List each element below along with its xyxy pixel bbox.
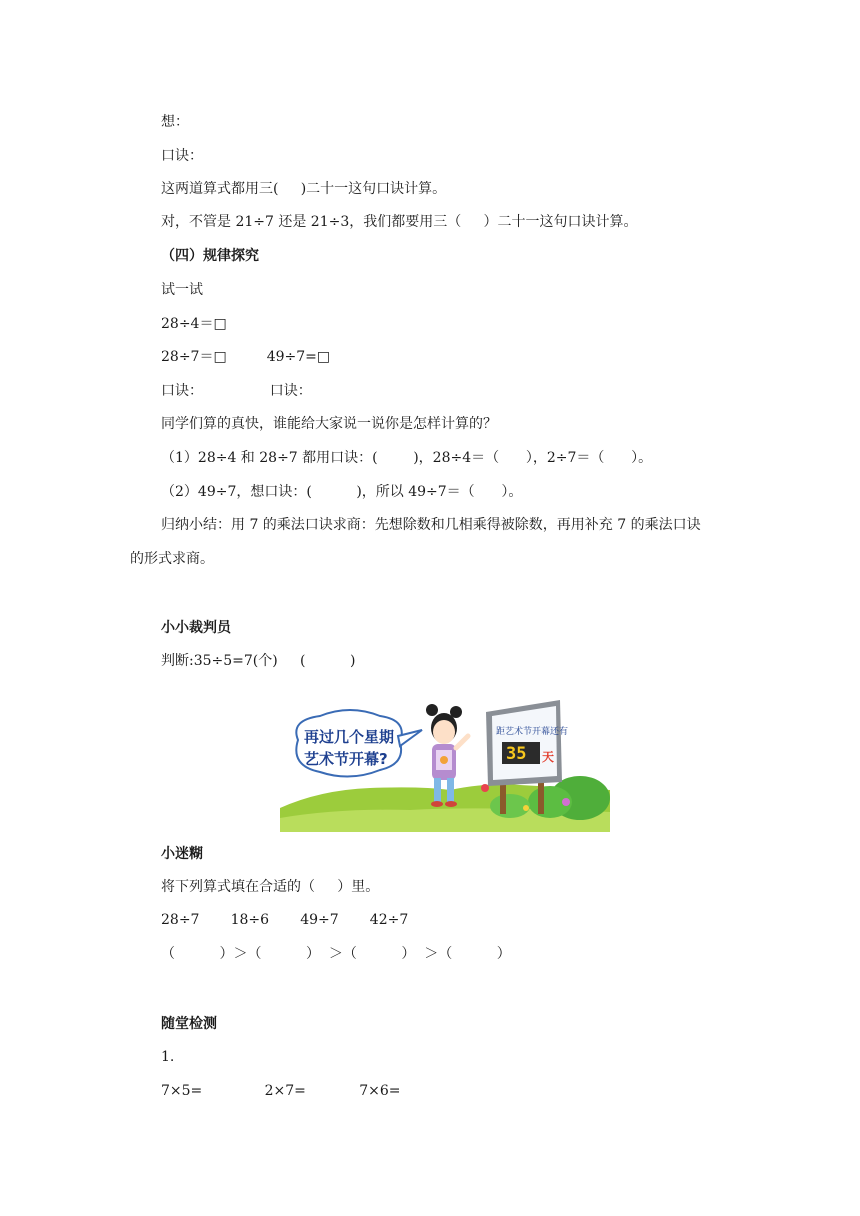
text-xiang: 想： [161, 114, 189, 130]
bubble-line-1: 再过几个星期 [304, 728, 395, 746]
sign-title: 距艺术节开幕还有 [496, 727, 569, 737]
text-san-ershiyi: 这两道算式都用三( )二十一这句口诀计算。 [161, 181, 447, 197]
text-q2: （2）49÷7，想口诀：( )，所以 49÷7＝（ ）。 [161, 484, 523, 500]
test-number: 1. [161, 1049, 175, 1065]
summary-line-2: 的形式求商。 [130, 551, 214, 567]
text-koujue-pair: 口诀： 口诀： [161, 383, 312, 399]
festival-illustration [280, 690, 610, 832]
judge-title: 小小裁判员 [161, 620, 231, 636]
text-koujue: 口诀： [161, 148, 203, 164]
mimi-title: 小迷糊 [161, 846, 203, 862]
equation-1: 28÷4＝□ [161, 316, 227, 332]
test-title: 随堂检测 [161, 1016, 217, 1032]
text-dui: 对，不管是 21÷7 还是 21÷3，我们都要用三（ ）二十一这句口诀计算。 [161, 214, 638, 230]
sign-digits: 35 [506, 744, 527, 764]
sign-unit: 天 [542, 750, 555, 764]
mimi-blanks: （ ）＞（ ） ＞（ ） ＞（ ） [161, 946, 511, 962]
mimi-expressions: 28÷7 18÷6 49÷7 42÷7 [161, 912, 409, 928]
equation-2: 28÷7＝□ 49÷7=□ [161, 349, 331, 365]
section-four-title: （四）规律探究 [161, 248, 259, 264]
mimi-instruction: 将下列算式填在合适的（ ）里。 [161, 879, 380, 895]
judge-line: 判断:35÷5=7(个) ( ) [161, 653, 356, 669]
summary-line-1: 归纳小结：用 7 的乘法口诀求商：先想除数和几相乘得被除数，再用补充 7 的乘法口诀 [161, 517, 701, 533]
text-q1: （1）28÷4 和 28÷7 都用口诀：( )，28÷4＝（ ），2÷7＝（ ）。 [161, 450, 653, 466]
text-shiyishi: 试一试 [161, 282, 203, 298]
test-expressions: 7×5= 2×7= 7×6= [161, 1083, 401, 1099]
text-question: 同学们算的真快，谁能给大家说一说你是怎样计算的？ [161, 416, 497, 432]
bubble-line-2: 艺术节开幕? [304, 750, 388, 768]
